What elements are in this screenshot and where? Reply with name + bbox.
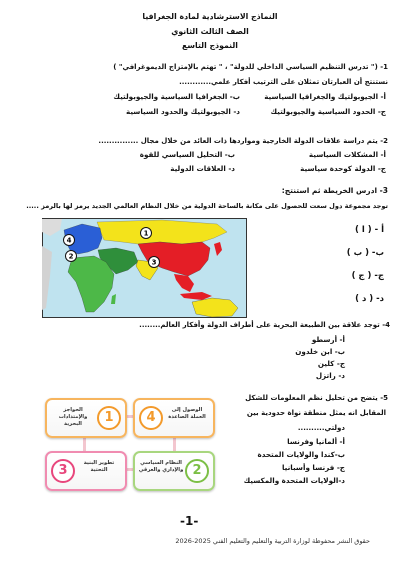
q1-stem-line1: 1- (" تدرس التنظيم السياسي الداخلي للدولة" ، " تهتم بالإمتزاج الديموغرافي" ) — [113, 63, 388, 71]
core-area-diagram — [45, 395, 215, 493]
q4-option-a: أ- أرسطو — [311, 335, 345, 344]
q2-option-b: ب- التحليل السياسي للقوة — [139, 150, 235, 159]
map-marker-4-label: 4 — [66, 236, 72, 245]
map-marker-4 — [64, 235, 75, 246]
q5-option-c: ج- فرنسا وأسبانيا — [281, 463, 345, 472]
document-title: النماذج الاسترشادية لمادة الجغرافيا — [142, 12, 278, 21]
q5-option-d: د-الولايات المتحدة والمكسيك — [243, 476, 345, 485]
q4-stem: 4- توجد علاقة بين الطبيعة البحرية على أطراف الدولة وأفكار العالم........ — [139, 321, 390, 329]
q3-stem: توجد مجموعة دول سعت للحصول على مكانة بالساحة الدولية من خلال النظام العالمي الجديد يرمز لها بالرمز ..... — [26, 202, 388, 210]
q5-stem-line1: 5- يتضح من تحليل نظم المعلومات للشكل — [245, 394, 388, 402]
q2-option-a: أ- المشكلات السياسية — [308, 150, 386, 159]
map-marker-2 — [66, 251, 77, 262]
model-label: النموذج التاسع — [182, 41, 238, 50]
diagram-box-2 — [133, 451, 215, 491]
grade-label: الصف الثالث الثانوي — [171, 27, 249, 36]
q4-option-d: د- راتزل — [315, 371, 345, 380]
diagram-box-1 — [45, 398, 127, 438]
q5-option-b: ب-كندا والولايات المتحدة — [257, 450, 345, 459]
diagram-box-3-text: تطوير البنية التحتية — [83, 460, 115, 473]
map-marker-2-label: 2 — [68, 252, 74, 261]
diagram-box-3-number: 3 — [51, 459, 75, 483]
q3-option-d: د- ( د ) — [355, 294, 384, 304]
map-marker-1 — [141, 228, 152, 239]
q1-option-d: د- الجيوبولتيك والحدود السياسية — [125, 107, 240, 116]
map-marker-3 — [149, 257, 160, 268]
diagram-box-3 — [45, 451, 127, 491]
q1-option-c: ج- الحدود السياسية والجيوبولتيك — [270, 107, 386, 116]
map-marker-1-label: 1 — [143, 229, 149, 238]
q2-stem: 2- يتم دراسة علاقات الدولة الخارجية ومواردها ذات العائد من خلال مجال ............... — [98, 137, 388, 145]
diagram-box-2-number: 2 — [185, 459, 209, 483]
diagram-box-4-number: 4 — [139, 406, 163, 430]
q5-stem-line2: المقابل انه يمثل منطقة نواة حدودية بين — [246, 409, 386, 417]
q5-stem-line3: دولتي.......... — [297, 424, 345, 432]
q4-option-b: ب- ابن خلدون — [295, 347, 345, 356]
q5-option-a: أ- ألمانيا وفرنسا — [287, 437, 345, 446]
diagram-box-1-number: 1 — [97, 406, 121, 430]
page-number: -1- — [180, 514, 199, 528]
q3-option-c: ج- ( ج ) — [351, 271, 384, 281]
diagram-box-1-text: الحواجز والإمتدادات البحرية — [58, 407, 88, 427]
world-map — [42, 218, 247, 318]
q2-option-c: ج- الدولة كوحدة سياسية — [300, 164, 386, 173]
q4-option-c: ج- كلين — [317, 359, 345, 368]
q1-option-a: أ- الجيوبولتيك والجغرافيا السياسية — [264, 92, 386, 101]
q1-option-b: ب- الجغرافيا السياسية والجيوبولتيك — [113, 92, 240, 101]
diagram-box-4 — [133, 398, 215, 438]
q3-option-a: أ - ( ا ) — [355, 225, 384, 235]
q1-stem-line2: نستنتج أن العبارتان تمثلان على الترتيب أفكار علمي............ — [179, 78, 388, 86]
diagram-box-4-text: الوصول إلى العملة الصاعدة — [168, 407, 206, 420]
q3-option-b: ب- ( ب ) — [346, 248, 384, 258]
map-marker-3-label: 3 — [151, 258, 157, 267]
diagram-box-2-text: النظام السياسي والإداري والعرقي — [138, 460, 184, 473]
copyright-notice: حقوق النشر محفوظة لوزارة التربية والتعليم والتعليم الفني 2025-2026 — [175, 537, 370, 545]
q3-title: 3- ادرس الخريطة ثم استنتج: — [281, 186, 388, 195]
q2-option-d: د- العلاقات الدولية — [170, 164, 235, 173]
